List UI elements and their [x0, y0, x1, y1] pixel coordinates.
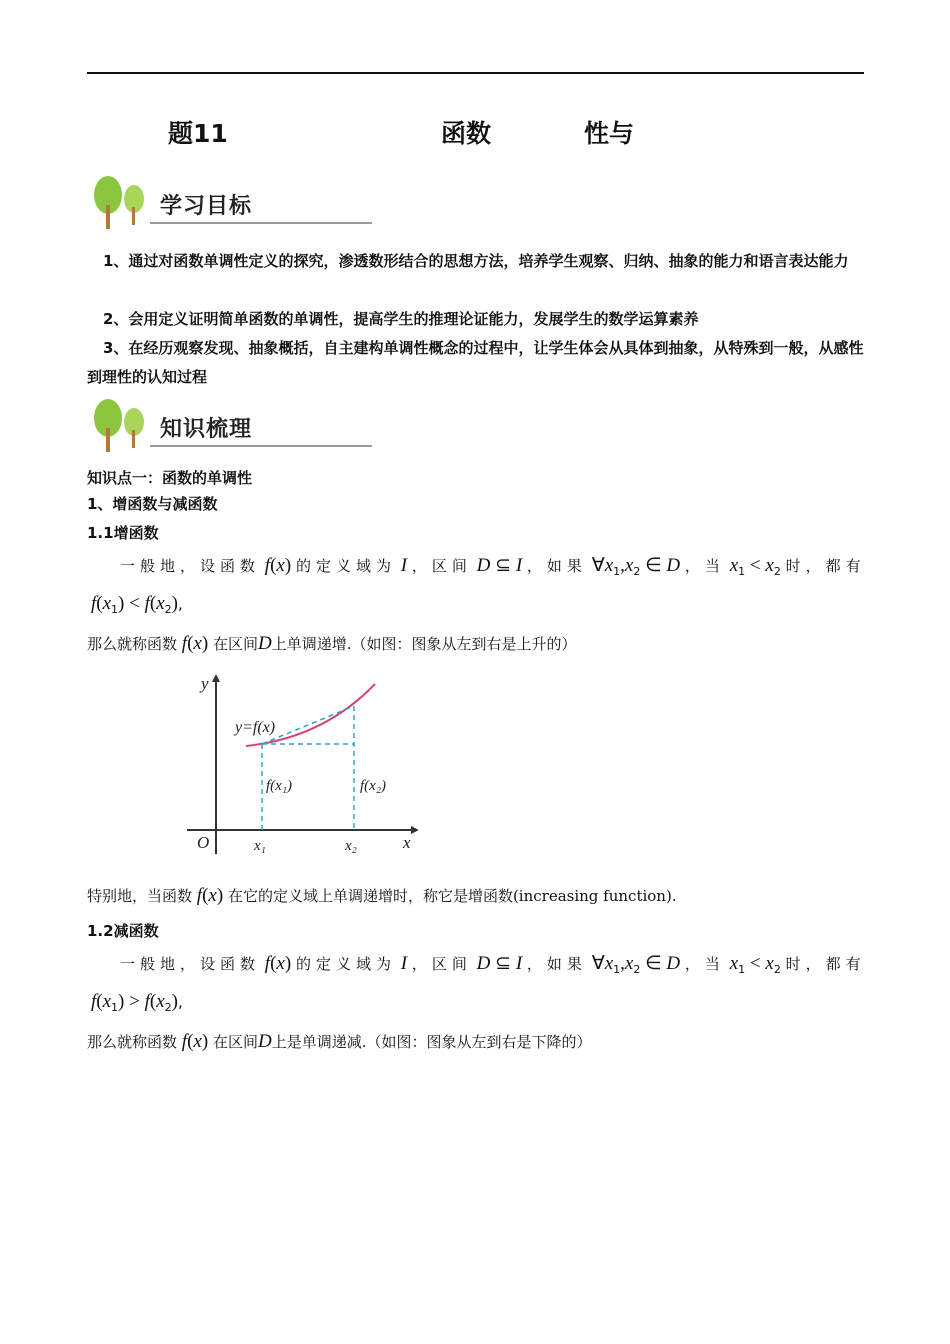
x2-label: x₂: [345, 838, 357, 854]
goal-item-1: 1、通过对函数单调性定义的探究，渗透数形结合的思想方法，培养学生观察、归纳、抽象的能力和语言表达能力: [103, 252, 849, 270]
origin-label: O: [197, 833, 210, 852]
increasing-function-graph: [183, 668, 418, 858]
curve-label: y=f(x): [235, 719, 276, 736]
dec-definition-line: 一般地，设函数 f(x) 的定义域为 I ，区间 D ⊆ I ，如果 $\forall x_1,x_2$ ∈ D ，当 $x_1 < x_2$ 时，都有: [120, 953, 866, 976]
function-curve: [246, 684, 375, 746]
banner-underline: [150, 222, 372, 224]
special-note: 特别地，当函数 f(x) 在它的定义域上单调递增时，称它是增函数(increasing function).: [87, 885, 677, 906]
subheading-inc-dec: 1、增函数与减函数: [87, 495, 218, 513]
header-rule: [87, 72, 864, 74]
dec-conclusion: 那么就称函数 f(x) 在区间D上是单调递减.（如图：图象从左到右是下降的）: [87, 1031, 592, 1052]
subheading-increasing: 1.1增函数: [87, 524, 159, 542]
banner-knowledge: [88, 398, 288, 458]
inc-inequality: $f(x_1) < f(x_2)$,: [91, 593, 183, 616]
secant-line: [262, 706, 354, 744]
title-right: 性与: [584, 119, 635, 148]
title-mid: 函数: [441, 119, 492, 148]
x-axis-arrow: [411, 826, 418, 834]
banner-knowledge-label: 知识梳理: [160, 417, 253, 442]
banner-goals-label: 学习目标: [160, 194, 253, 219]
banner-underline: [150, 445, 372, 447]
tree-icon: [88, 175, 150, 231]
banner-goals: [88, 175, 288, 235]
subheading-decreasing: 1.2减函数: [87, 922, 159, 940]
x1-label: x₁: [254, 838, 266, 854]
fx1-label: f(x₁): [266, 778, 293, 794]
x-axis-label: x: [403, 833, 411, 852]
goal-item-3: 3、在经历观察发现、抽象概括，自主建构单调性概念的过程中，让学生体会从具体到抽象，从特殊到一般，从感性到理性的认知过程: [87, 339, 864, 386]
inc-definition-line: 一般地，设函数 f(x) 的定义域为 I ，区间 D ⊆ I ，如果 $\forall x_1,x_2$ ∈ D ，当 $x_1 < x_2$ 时，都有: [120, 555, 866, 578]
dec-inequality: $f(x_1) > f(x_2)$,: [91, 991, 183, 1014]
y-axis-arrow: [212, 674, 220, 682]
title-left: 题11: [168, 119, 228, 148]
point-heading: 知识点一：函数的单调性: [87, 469, 253, 487]
tree-icon: [88, 398, 150, 454]
fx2-label: f(x₂): [360, 778, 387, 794]
y-axis-label: y: [201, 674, 209, 693]
inc-conclusion: 那么就称函数 f(x) 在区间D上单调递增.（如图：图象从左到右是上升的）: [87, 633, 577, 654]
goal-item-2: 2、会用定义证明简单函数的单调性，提高学生的推理论证能力，发展学生的数学运算素养: [103, 310, 699, 328]
